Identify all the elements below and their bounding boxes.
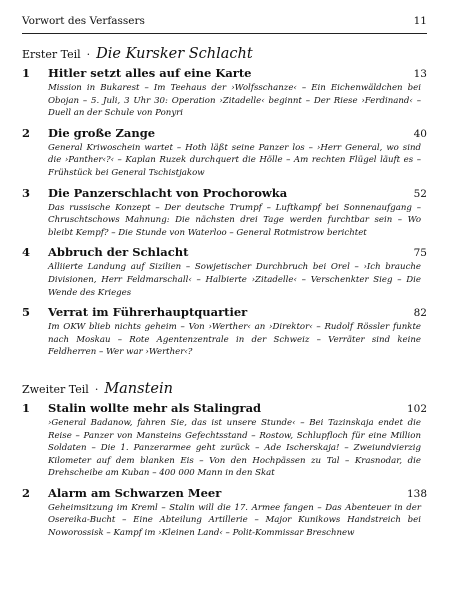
part-label: Erster Teil — [22, 48, 81, 61]
chapter-description: General Kriwoschein wartet – Hoth läßt seine Panzer los – ›Herr General, wo sind die ›Panther‹?‹ – Kaplan Ruzek durchquert die Hölle – Am rechten Flügel läuft es – Frühstück bei General Tschistjakow — [48, 142, 421, 178]
part-label: Zweiter Teil — [22, 382, 89, 396]
part-title: Manstein — [104, 380, 173, 397]
toc-header — [22, 14, 427, 28]
chapter-description: ›General Badanow, fahren Sie, das ist unsere Stunde‹ – Bei Tazinskaja endet die Reise – Panzer von Mansteins Gefechtsstand – Rostow, Schlupfloch für eine Million Soldaten – Die 1. Panzerarmee geht zurück – Ade Ischerskaja! – Zweiundvierzig Kilometer auf dem blanken Eis – Von den Hochpässen zu Tal – Krasnodar, die Drehscheibe am Kuban – 400 000 Mann in den Skat — [48, 417, 421, 479]
header-title: Vorwort des Verfassers — [22, 15, 145, 27]
chapter-entry — [22, 486, 427, 540]
part-heading — [22, 381, 427, 397]
chapter-number: 5 — [22, 305, 31, 320]
part-separator: · — [86, 48, 91, 61]
chapter-description: Im OKW blieb nichts geheim – Von ›Werther‹ an ›Direktor‹ – Rudolf Rössler funkte nach Moskau – Rote Agentenzentrale in der Schweiz – Verräter sind keine Feldherren – Wer war ›Werther‹? — [48, 322, 421, 358]
chapter-number: 1 — [22, 66, 31, 80]
chapter-entry — [22, 245, 427, 299]
chapter-page: 75 — [413, 247, 427, 260]
chapter-title: Hitler setzt alles auf eine Karte — [48, 66, 252, 80]
chapter-title: Die große Zange — [48, 125, 156, 140]
chapter-title: Die Panzerschlacht von Prochorowka — [48, 185, 288, 200]
chapter-page: 40 — [413, 127, 427, 140]
chapter-entry — [22, 126, 427, 180]
part-separator: · — [94, 382, 99, 396]
chapter-description: Mission in Bukarest – Im Teehaus der ›Wolfsschanze‹ – Ein Eichenwäldchen bei Obojan – 5. Juli, 3 Uhr 30: Operation ›Zitadelle‹ beginnt – Der Riese ›Ferdinand‹ – Duell an der Schule von Ponyri — [48, 83, 421, 119]
header-rule — [22, 33, 427, 34]
chapter-title: Stalin wollte mehr als Stalingrad — [48, 400, 262, 415]
chapter-page: 82 — [413, 307, 427, 320]
chapter-title: Alarm am Schwarzen Meer — [48, 485, 222, 500]
chapter-number: 2 — [22, 125, 31, 140]
chapter-page: 102 — [406, 402, 427, 415]
chapter-title: Verrat im Führerhauptquartier — [48, 305, 248, 320]
chapter-entry — [22, 66, 427, 120]
chapter-number: 3 — [22, 185, 31, 200]
chapter-number: 1 — [22, 400, 31, 415]
chapter-number: 2 — [22, 485, 31, 500]
header-page: 11 — [413, 15, 427, 27]
chapter-page: 138 — [406, 487, 427, 500]
part-title: Die Kursker Schlacht — [96, 46, 253, 62]
chapter-description: Das russische Konzept – Der deutsche Trumpf – Luftkampf bei Sonnenaufgang – Chruschtschows Mahnung: Die nächsten drei Tage werden furchtbar sein – Wo bleibt Kempf? – Die Stunde von Waterloo – General Rotmistrow berichtet — [48, 202, 421, 238]
part-heading — [22, 46, 427, 62]
chapter-description: Alliierte Landung auf Sizilien – Sowjetischer Durchbruch bei Orel – ›Ich brauche Divisionen, Herr Feldmarschall‹ – Halbierte ›Zitadelle‹ – Verschenkter Sieg – Die Wende des Krieges — [48, 262, 421, 298]
chapter-title: Abbruch der Schlacht — [48, 245, 189, 260]
chapter-description: Geheimsitzung im Kreml – Stalin will die 17. Armee fangen – Das Abenteuer in der Osereika-Bucht – Eine Abteilung Artillerie – Major Kunikows Handstreich bei Noworossisk – Kampf im ›Kleinen Land‹ – Polit-Kommissar Breschnew — [48, 502, 421, 539]
chapter-number: 4 — [22, 245, 31, 260]
chapter-entry — [22, 401, 427, 480]
chapter-page: 52 — [413, 187, 427, 200]
chapter-entry — [22, 305, 427, 359]
chapter-entry — [22, 186, 427, 240]
chapter-page: 13 — [413, 68, 427, 80]
